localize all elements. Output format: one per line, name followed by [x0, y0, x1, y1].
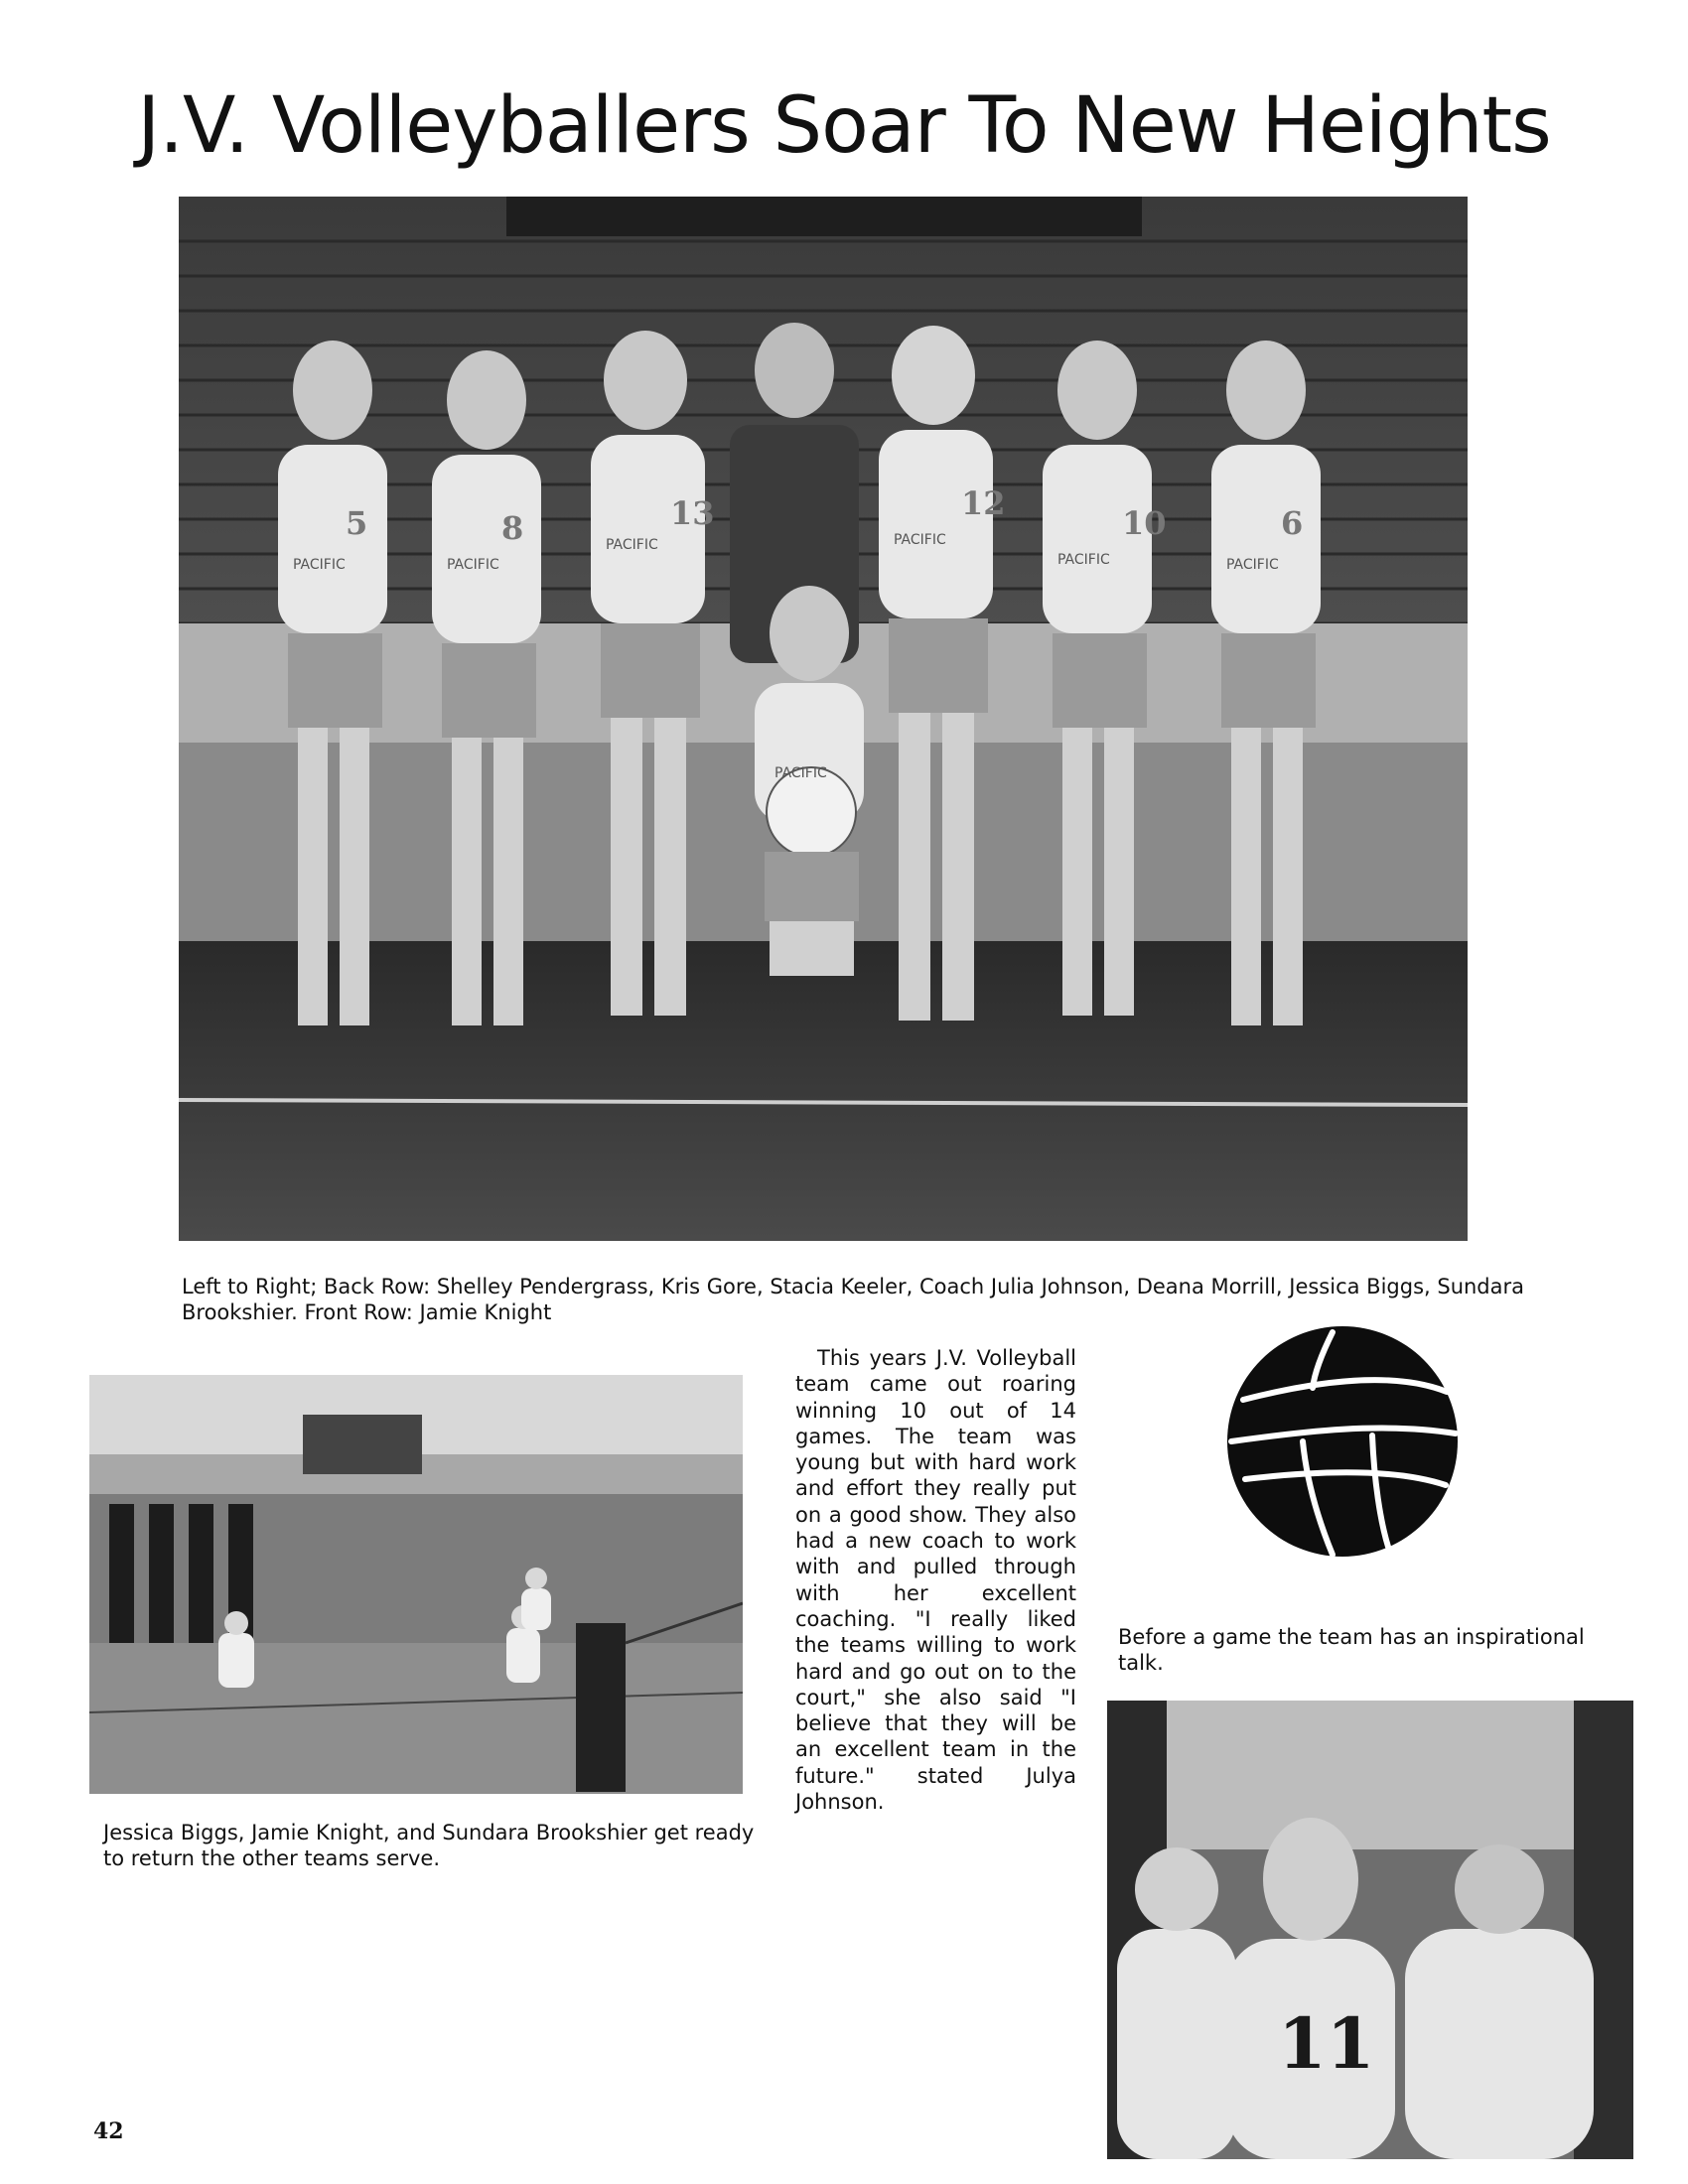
page-title: J.V. Volleyballers Soar To New Heights: [137, 81, 1551, 171]
jersey-text: PACIFIC: [606, 537, 658, 553]
jersey-number: 13: [670, 494, 715, 532]
page-number: 42: [93, 2118, 124, 2144]
jersey-number: 12: [961, 484, 1006, 522]
volleyball-icon: [1223, 1322, 1462, 1561]
game-action-photo: [89, 1375, 743, 1794]
jersey-text: PACIFIC: [894, 532, 946, 548]
huddle-photo: [1107, 1701, 1633, 2159]
game-action-caption: Jessica Biggs, Jamie Knight, and Sundara Brookshier get ready to return the other teams serve.: [103, 1821, 755, 1870]
jersey-text: PACIFIC: [293, 557, 346, 573]
jersey-text: PACIFIC: [1226, 557, 1279, 573]
team-photo: [179, 197, 1468, 1241]
jersey-text: PACIFIC: [774, 765, 827, 781]
jersey-text: PACIFIC: [447, 557, 499, 573]
jersey-number: 10: [1122, 504, 1167, 542]
huddle-caption: Before a game the team has an inspirational talk.: [1118, 1625, 1585, 1675]
story-text: This years J.V. Volleyball team came out roaring winning 10 out of 14 games. The team was young but with hard work and effort they really put on a good show. They also had a new coach to work with and pulled through with her excellent coaching. "I really liked the teams willing to work hard and go out on to the court," she also said "I believe that they will be an excellent team in the future." stated Julya Johnson.: [795, 1346, 1076, 1815]
story-column: [795, 1345, 1076, 1815]
team-photo-caption: Left to Right; Back Row: Shelley Pendergrass, Kris Gore, Stacia Keeler, Coach Julia Johnson, Deana Morrill, Jessica Biggs, Sundara Brookshier. Front Row: Jamie Knight: [182, 1275, 1525, 1324]
huddle-jersey-number: 11: [1278, 2002, 1375, 2085]
jersey-number: 8: [501, 509, 524, 547]
jersey-text: PACIFIC: [1057, 552, 1110, 568]
jersey-number: 6: [1281, 504, 1304, 542]
jersey-number: 5: [346, 504, 368, 542]
